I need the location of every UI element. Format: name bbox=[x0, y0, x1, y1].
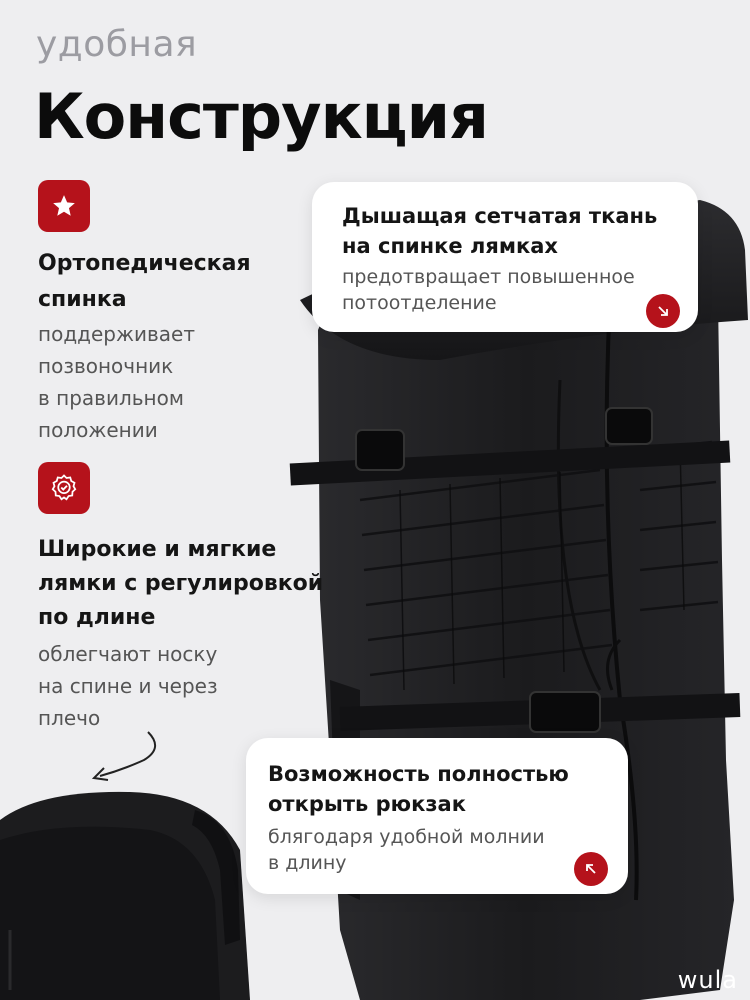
feature-1-desc-line-4: положении bbox=[38, 418, 158, 442]
feature-2-desc-line-1: облегчают носку bbox=[38, 642, 218, 666]
card-2-title-line-2: открыть рюкзак bbox=[268, 792, 466, 816]
arrow-up-left-icon bbox=[574, 852, 608, 886]
curved-arrow-icon bbox=[86, 728, 166, 788]
page-title: Конструкция bbox=[34, 80, 488, 153]
feature-1-desc-line-3: в правильном bbox=[38, 386, 184, 410]
watermark: wula bbox=[677, 966, 738, 994]
page-subtitle: удобная bbox=[36, 24, 198, 65]
card-2-title-line-1: Возможность полностью bbox=[268, 762, 569, 786]
feature-2-title-line-3: по длине bbox=[38, 605, 156, 630]
feature-2-title-line-2: лямки с регулировкой bbox=[38, 571, 324, 596]
feature-1-title-line-1: Ортопедическая bbox=[38, 251, 251, 276]
feature-1-desc-line-1: поддерживает bbox=[38, 322, 195, 346]
card-2-desc-line-1: блягодаря удобной молнии bbox=[268, 826, 545, 848]
feature-2-title-line-1: Широкие и мягкие bbox=[38, 537, 277, 562]
feature-1-title-line-2: спинка bbox=[38, 287, 127, 312]
feature-1-desc-line-2: позвоночник bbox=[38, 354, 174, 378]
backpack-small-image bbox=[0, 780, 260, 1000]
badge-check-icon bbox=[38, 462, 90, 514]
info-card-zipper bbox=[246, 738, 628, 894]
arrow-down-right-icon bbox=[646, 294, 680, 328]
star-icon bbox=[38, 180, 90, 232]
card-1-desc-line-2: потоотделение bbox=[342, 292, 497, 314]
info-card-mesh bbox=[312, 182, 698, 332]
feature-2-desc-line-3: плечо bbox=[38, 706, 101, 730]
card-2-desc-line-2: в длину bbox=[268, 852, 347, 874]
feature-2-desc-line-2: на спине и через bbox=[38, 674, 218, 698]
card-1-title-line-1: Дышащая сетчатая ткань bbox=[342, 204, 658, 228]
card-1-title-line-2: на спинке лямках bbox=[342, 234, 558, 258]
card-1-desc-line-1: предотвращает повышенное bbox=[342, 266, 635, 288]
